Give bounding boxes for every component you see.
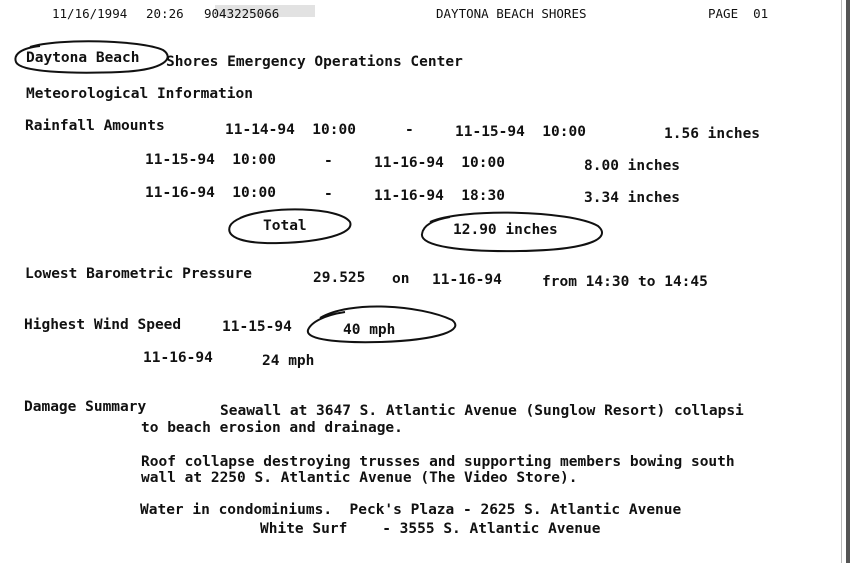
fax-sender: DAYTONA BEACH SHORES xyxy=(436,6,587,21)
rain-row3-dash: - xyxy=(324,186,333,202)
title-rest: Shores Emergency Operations Center xyxy=(166,54,463,70)
subtitle: Meteorological Information xyxy=(26,86,253,102)
circle-total-mark xyxy=(229,209,350,243)
rain-row1-amount: 1.56 inches xyxy=(664,126,761,142)
rain-row2-from: 11-15-94 10:00 xyxy=(145,152,276,168)
title-circled: Daytona Beach xyxy=(26,50,140,66)
damage-item1-line2: to beach erosion and drainage. xyxy=(141,420,403,436)
wind-row2-speed: 24 mph xyxy=(262,353,315,369)
fax-page: PAGE 01 xyxy=(708,6,769,21)
circle-title-mark xyxy=(15,41,167,72)
damage-item2-line2: wall at 2250 S. Atlantic Avenue (The Video Store). xyxy=(141,470,578,486)
rain-total-value: 12.90 inches xyxy=(453,222,558,238)
damage-item1-line1: Seawall at 3647 S. Atlantic Avenue (Sunglow Resort) collapsi xyxy=(220,403,744,419)
fax-date: 11/16/1994 xyxy=(52,6,128,21)
rain-row2-dash: - xyxy=(324,153,333,169)
wind-row1-speed: 40 mph xyxy=(343,322,396,338)
pressure-on: on xyxy=(392,271,410,287)
rain-row2-amount: 8.00 inches xyxy=(584,158,681,174)
rain-row2-to: 11-16-94 10:00 xyxy=(374,155,505,171)
rain-row3-amount: 3.34 inches xyxy=(584,190,681,206)
wind-row1-date: 11-15-94 xyxy=(222,319,292,335)
rainfall-label: Rainfall Amounts xyxy=(25,118,165,134)
rain-row3-from: 11-16-94 10:00 xyxy=(145,185,276,201)
damage-item3-line2: White Surf - 3555 S. Atlantic Avenue xyxy=(260,521,601,537)
rain-row1-from: 11-14-94 10:00 xyxy=(225,122,356,138)
wind-label: Highest Wind Speed xyxy=(24,317,182,333)
rain-row3-to: 11-16-94 18:30 xyxy=(374,188,505,204)
circle-wind-mark xyxy=(308,306,456,342)
rain-row1-dash: - xyxy=(405,122,414,138)
circle-total-value-mark xyxy=(422,213,602,251)
fax-time: 20:26 xyxy=(146,6,184,21)
rain-total-label: Total xyxy=(263,218,307,234)
fax-phone: 9043225066 xyxy=(204,6,280,21)
rain-row1-to: 11-15-94 10:00 xyxy=(455,124,586,140)
damage-item3-line1: Water in condominiums. Peck's Plaza - 2625 S. Atlantic Avenue xyxy=(140,502,682,518)
pressure-date: 11-16-94 xyxy=(432,272,502,288)
pressure-label: Lowest Barometric Pressure xyxy=(25,266,252,282)
damage-item2-line1: Roof collapse destroying trusses and supporting members bowing south xyxy=(141,454,735,470)
pressure-range: from 14:30 to 14:45 xyxy=(542,274,708,290)
pressure-value: 29.525 xyxy=(313,270,366,286)
wind-row2-date: 11-16-94 xyxy=(143,350,213,366)
damage-label: Damage Summary xyxy=(24,399,147,415)
